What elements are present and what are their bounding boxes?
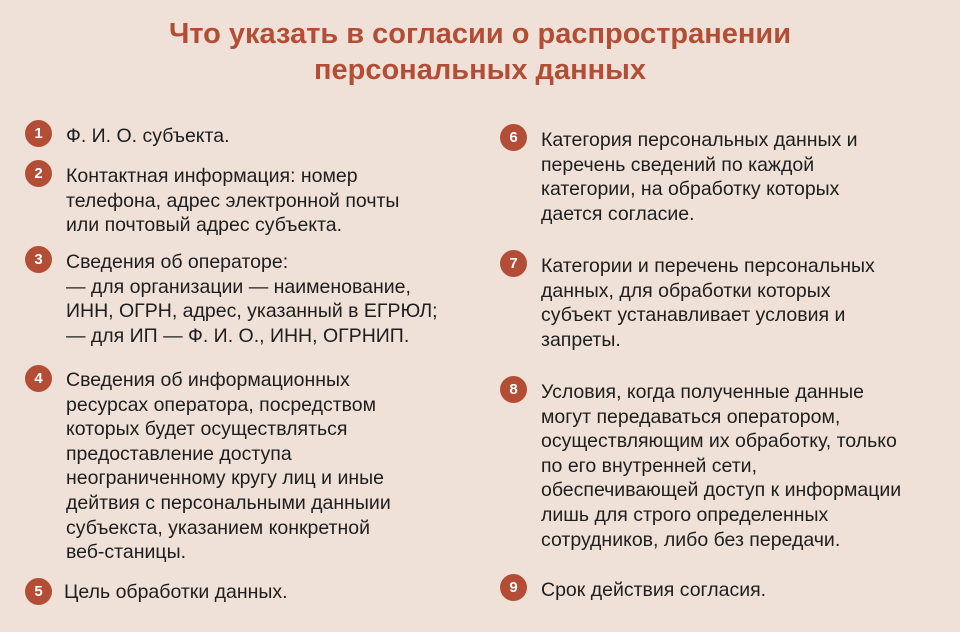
- number-badge: 1: [25, 120, 52, 147]
- number-badge: 8: [500, 376, 527, 403]
- number-badge: 3: [25, 246, 52, 273]
- list-item-text: Срок действия согласия.: [541, 579, 767, 601]
- list-item-text: Категория персональных данных и перечень сведений по каждой категории, на обработку которых дается согласие.: [541, 129, 858, 225]
- list-item-text: Ф. И. О. субъекта.: [66, 125, 230, 147]
- page-title: [0, 16, 960, 88]
- number-badge: 5: [25, 578, 52, 605]
- list-item-text: Сведения об информационных ресурсах оператора, посредством которых будет осуществляться предоставление доступа неограниченному кругу лиц и иные дейтвия с персональными данныии субъекста, указанием конкретной веб-станицы.: [66, 369, 391, 564]
- number-badge: 9: [500, 574, 527, 601]
- list-item-text: Сведения об операторе: — для организации — наименование, ИНН, ОГРН, адрес, указанный в ЕГРЮЛ; — для ИП — Ф. И. О., ИНН, ОГРНИП.: [66, 251, 438, 347]
- number-badge: 6: [500, 124, 527, 151]
- number-badge: 7: [500, 250, 527, 277]
- number-badge: 2: [25, 160, 52, 187]
- list-item-text: Контактная информация: номер телефона, адрес электронной почты или почтовый адрес субъекта.: [66, 165, 400, 237]
- list-item-text: Условия, когда полученные данные могут передаваться оператором, осуществляющим их обработку, только по его внутренней сети, обеспечивающей доступ к информации лишь для строго определенных сотрудников, либо без передачи.: [541, 381, 902, 551]
- list-item-text: Цель обработки данных.: [64, 581, 288, 603]
- number-badge: 4: [25, 365, 52, 392]
- page-title-line-1: Что указать в согласии о распространении: [168, 18, 792, 50]
- page-title-line-2: персональных данных: [313, 54, 647, 86]
- list-item-text: Категории и перечень персональных данных, для обработки которых субъект устанавливает условия и запреты.: [541, 255, 875, 351]
